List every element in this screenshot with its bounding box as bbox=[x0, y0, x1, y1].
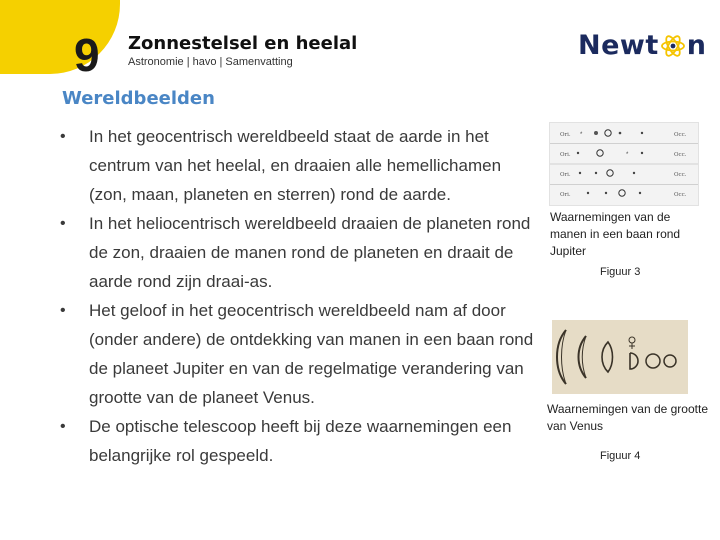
bullet-item bbox=[58, 122, 538, 209]
row-left-label: Ori. bbox=[560, 172, 571, 178]
figure-3-label: Figuur 3 bbox=[600, 266, 641, 278]
bullet-dot-icon: • bbox=[60, 128, 66, 145]
row-right-label: Occ. bbox=[674, 152, 687, 158]
bullet-text: In het heliocentrisch wereldbeeld draaien de planeten rond de zon, draaien de manen rond de planeten en draait de aarde rond zijn draai-as. bbox=[89, 214, 531, 291]
bullet-item bbox=[58, 209, 538, 296]
logo-text-end: n bbox=[686, 30, 707, 61]
page-title: Zonnestelsel en heelal bbox=[128, 33, 358, 54]
jupiter-moons-figure bbox=[549, 122, 699, 206]
svg-text:*: * bbox=[626, 152, 629, 158]
bullet-list bbox=[58, 122, 538, 470]
bullet-text: Het geloof in het geocentrisch wereldbeeld nam af door (onder andere) de ontdekking van manen in een baan rond de planeet Jupiter en van de regelmatige verandering van grootte van de planeet Venus. bbox=[89, 301, 534, 407]
bullet-dot-icon: • bbox=[60, 302, 66, 319]
row-left-label: Ori. bbox=[560, 152, 571, 158]
bullet-dot-icon: • bbox=[60, 215, 66, 232]
row-right-label: Occ. bbox=[674, 132, 687, 138]
section-heading: Wereldbeelden bbox=[62, 88, 215, 109]
newton-logo bbox=[578, 30, 707, 61]
bullet-item bbox=[58, 412, 538, 470]
bullet-text: In het geocentrisch wereldbeeld staat de aarde in het centrum van het heelal, en draaien alle hemellichamen (zon, maan, planeten en sterren) rond de aarde. bbox=[89, 127, 502, 204]
bullet-dot-icon: • bbox=[60, 418, 66, 435]
page-subtitle: Astronomie | havo | Samenvatting bbox=[128, 56, 293, 68]
corner-accent bbox=[0, 0, 120, 74]
figure-3-caption: Waarnemingen van de manen in een baan rond Jupiter bbox=[550, 210, 681, 258]
row-right-label: Occ. bbox=[674, 192, 687, 198]
venus-phases-figure bbox=[552, 320, 688, 394]
row-right-label: Occ. bbox=[674, 172, 687, 178]
atom-icon bbox=[660, 33, 686, 59]
chapter-number: 9 bbox=[74, 29, 100, 81]
figure-4-label: Figuur 4 bbox=[600, 450, 641, 462]
svg-text:*: * bbox=[580, 132, 583, 138]
jupiter-moons-sketch bbox=[550, 123, 698, 205]
row-left-label: Ori. bbox=[560, 132, 571, 138]
row-left-label: Ori. bbox=[560, 192, 571, 198]
logo-text-start: Newt bbox=[578, 30, 659, 61]
venus-phases-sketch bbox=[552, 320, 688, 394]
bullet-text: De optische telescoop heeft bij deze waarnemingen een belangrijke rol gespeeld. bbox=[89, 417, 512, 465]
bullet-item bbox=[58, 296, 538, 412]
figure-4-caption: Waarnemingen van de grootte van Venus bbox=[547, 402, 708, 433]
